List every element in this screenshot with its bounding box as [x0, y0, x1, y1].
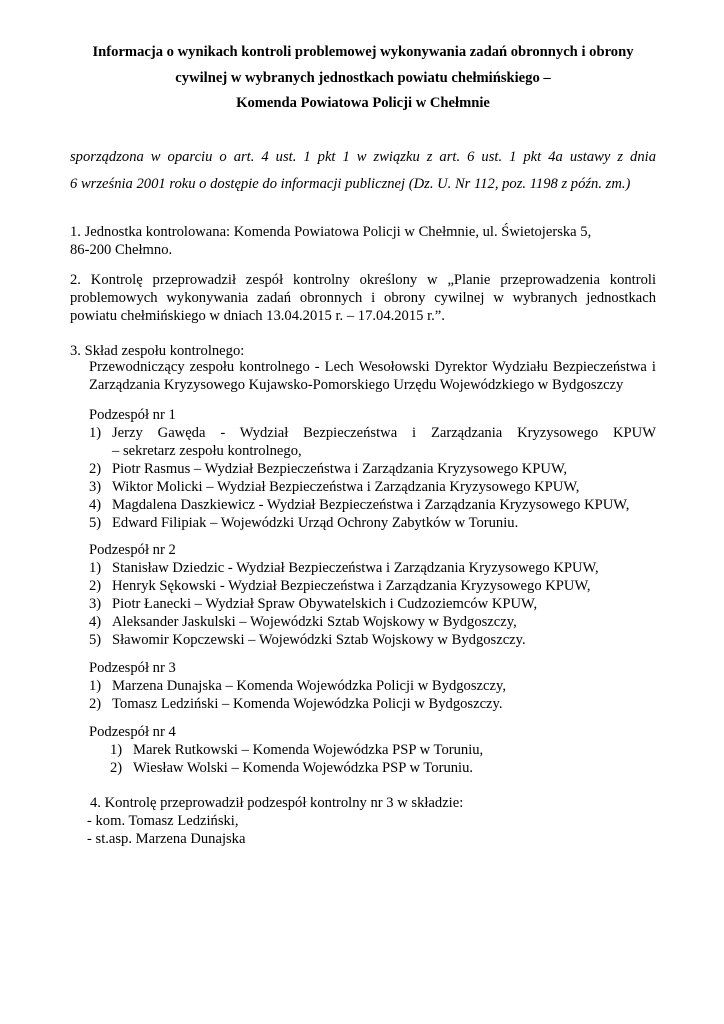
document-title-line-3: Komenda Powiatowa Policji w Chełmnie	[236, 95, 490, 111]
list-item-number: 1)	[110, 742, 123, 758]
list-item-text: Marzena Dunajska – Komenda Wojewódzka Policji w Bydgoszczy,	[112, 678, 506, 694]
team-chairman-line-2: Zarządzania Kryzysowego Kujawsko-Pomorskiego Urzędu Wojewódzkiego w Bydgoszczy	[89, 377, 624, 393]
legal-basis-line-1: sporządzona w oparciu o art. 4 ust. 1 pkt 1 w związku z art. 6 ust. 1 pkt 4a ustawy z dnia	[70, 149, 656, 165]
section-1-controlled-unit	[70, 223, 656, 259]
list-item-number: 5)	[89, 515, 102, 531]
section-4-members	[87, 812, 656, 848]
list-item	[89, 631, 656, 649]
list-item-number: 1)	[89, 678, 102, 694]
section-1-line-2: 86-200 Chełmno.	[70, 242, 173, 258]
section-4-performed-by	[90, 794, 656, 812]
list-item-number: 5)	[89, 632, 102, 648]
list-item-text: Jerzy Gawęda - Wydział Bezpieczeństwa i Zarządzania Kryzysowego KPUW	[112, 425, 656, 441]
list-item	[89, 478, 656, 496]
list-item	[89, 595, 656, 613]
list-item-text: Piotr Rasmus – Wydział Bezpieczeństwa i Zarządzania Kryzysowego KPUW,	[112, 461, 568, 477]
list-item-text: Henryk Sękowski - Wydział Bezpieczeństwa i Zarządzania Kryzysowego KPUW,	[112, 578, 591, 594]
team-chairman	[89, 358, 656, 394]
list-item-text: Tomasz Ledziński – Komenda Wojewódzka Policji w Bydgoszczy.	[112, 696, 503, 712]
subteam-3-label: Podzespół nr 3	[89, 660, 176, 676]
subteam-3-members	[89, 677, 656, 713]
list-item-continuation: – sekretarz zespołu kontrolnego,	[112, 443, 302, 459]
list-item-text: Magdalena Daszkiewicz - Wydział Bezpieczeństwa i Zarządzania Kryzysowego KPUW,	[112, 497, 630, 513]
list-item-number: 2)	[89, 578, 102, 594]
list-item	[89, 695, 656, 713]
list-item-number: 2)	[89, 696, 102, 712]
subteam-2-label: Podzespół nr 2	[89, 542, 176, 558]
subteam-1-label: Podzespół nr 1	[89, 407, 176, 423]
list-item	[89, 424, 656, 460]
list-item-text: Marek Rutkowski – Komenda Wojewódzka PSP w Toruniu,	[133, 742, 484, 758]
list-item-number: 3)	[89, 596, 102, 612]
list-item	[89, 577, 656, 595]
list-item	[110, 741, 656, 759]
list-item-number: 1)	[89, 560, 102, 576]
list-item-text: Edward Filipiak – Wojewódzki Urząd Ochrony Zabytków w Toruniu.	[112, 515, 519, 531]
list-item-text: Sławomir Kopczewski – Wojewódzki Sztab Wojskowy w Bydgoszczy.	[112, 632, 526, 648]
list-item-text: Piotr Łanecki – Wydział Spraw Obywatelskich i Cudzoziemców KPUW,	[112, 596, 538, 612]
list-item-text: Aleksander Jaskulski – Wojewódzki Sztab Wojskowy w Bydgoszczy,	[112, 614, 517, 630]
section-2-line-2: problemowych wykonywania zadań obronnych i obrony cywilnej w wybranych jednostkach	[70, 290, 656, 306]
list-item-text: Wiesław Wolski – Komenda Wojewódzka PSP w Toruniu.	[133, 760, 474, 776]
list-item-text: Stanisław Dziedzic - Wydział Bezpieczeństwa i Zarządzania Kryzysowego KPUW,	[112, 560, 599, 576]
list-item-number: 4)	[89, 614, 102, 630]
section-2-line-3: powiatu chełmińskiego w dniach 13.04.2015 r. – 17.04.2015 r.”.	[70, 308, 445, 324]
team-chairman-line-1: Przewodniczący zespołu kontrolnego - Lech Wesołowski Dyrektor Wydziału Bezpieczeństwa i	[89, 359, 656, 375]
list-item-number: 4)	[89, 497, 102, 513]
list-item	[110, 759, 656, 777]
section-4-member-1: - kom. Tomasz Ledziński,	[87, 813, 239, 829]
list-item-number: 3)	[89, 479, 102, 495]
list-item-number: 1)	[89, 425, 102, 441]
document-title-line-2: cywilnej w wybranych jednostkach powiatu chełmińskiego –	[175, 70, 551, 86]
list-item	[89, 460, 656, 478]
section-4-member-2: - st.asp. Marzena Dunajska	[87, 831, 246, 847]
section-1-line-1: 1. Jednostka kontrolowana: Komenda Powiatowa Policji w Chełmnie, ul. Świetojerska 5,	[70, 224, 592, 240]
subteam-1-members	[89, 424, 656, 532]
subteam-2-members	[89, 559, 656, 649]
list-item	[89, 496, 656, 514]
list-item	[89, 514, 656, 532]
subteam-4-members	[110, 741, 656, 777]
subteam-4-label: Podzespół nr 4	[89, 724, 176, 740]
legal-basis-line-2: 6 września 2001 roku o dostępie do informacji publicznej (Dz. U. Nr 112, poz. 1198 z późn. zm.)	[70, 176, 631, 192]
list-item-number: 2)	[89, 461, 102, 477]
list-item-text: Wiktor Molicki – Wydział Bezpieczeństwa i Zarządzania Kryzysowego KPUW,	[112, 479, 580, 495]
list-item	[89, 677, 656, 695]
list-item-number: 2)	[110, 760, 123, 776]
section-2-line-1: 2. Kontrolę przeprowadził zespół kontrolny określony w „Planie przeprowadzenia kontroli	[70, 272, 656, 288]
section-3-heading-text: 3. Skład zespołu kontrolnego:	[70, 343, 245, 359]
list-item	[89, 559, 656, 577]
section-4-heading: 4. Kontrolę przeprowadził podzespół kontrolny nr 3 w składzie:	[90, 795, 464, 811]
list-item	[89, 613, 656, 631]
section-2-control-team	[70, 271, 656, 325]
document-title-line-1: Informacja o wynikach kontroli problemowej wykonywania zadań obronnych i obrony	[92, 44, 634, 60]
